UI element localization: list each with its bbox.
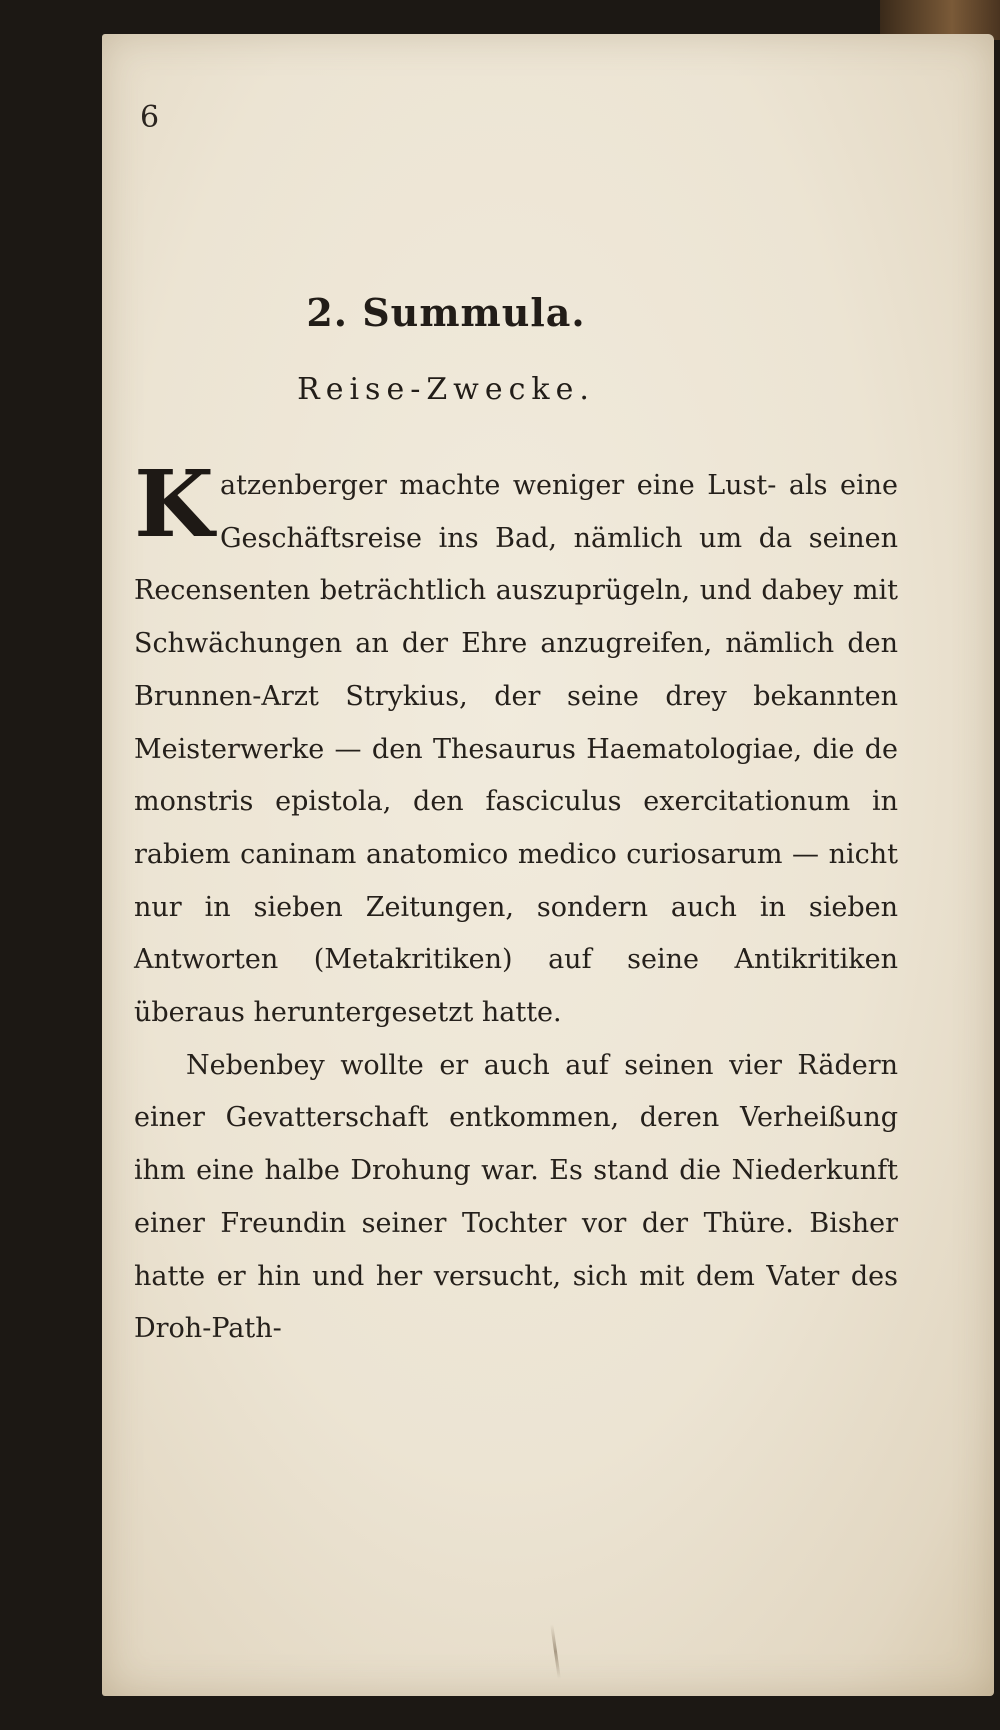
drop-cap: K [134, 450, 214, 558]
body-text [134, 450, 898, 1356]
paper-crease [550, 1624, 561, 1679]
section-subheading: Reise-Zwecke. [297, 372, 595, 407]
paragraph-2 [134, 1040, 898, 1356]
page-number: 6 [140, 100, 160, 135]
paragraph-1 [134, 450, 898, 1040]
section-heading: 2. Summula. [306, 290, 586, 335]
paragraph-1-text: atzenberger machte weniger eine Lust- als eine Geschäftsreise ins Bad, nämlich um da seinen Recensenten beträchtlich auszuprügeln, und dabey mit Schwächungen an der Ehre anzugreifen, nämlich den Brunnen-Arzt Strykius, der seine drey bekannten Meisterwerke — den Thesaurus Haematologiae, die de monstris epistola, den fasciculus exercitationum in rabiem caninam anatomico medico curiosarum — nicht nur in sieben Zeitungen, sondern auch in sieben Antworten (Metakritiken) auf seine Antikritiken überaus heruntergesetzt hatte. [134, 470, 898, 1029]
paragraph-2-text: Nebenbey wollte er auch auf seinen vier Rädern einer Gevatterschaft entkommen, deren Verheißung ihm eine halbe Drohung war. Es stand die Niederkunft einer Freundin seiner Tochter vor der Thüre. Bisher hatte er hin und her versucht, sich mit dem Vater des Droh-Path- [134, 1049, 898, 1345]
